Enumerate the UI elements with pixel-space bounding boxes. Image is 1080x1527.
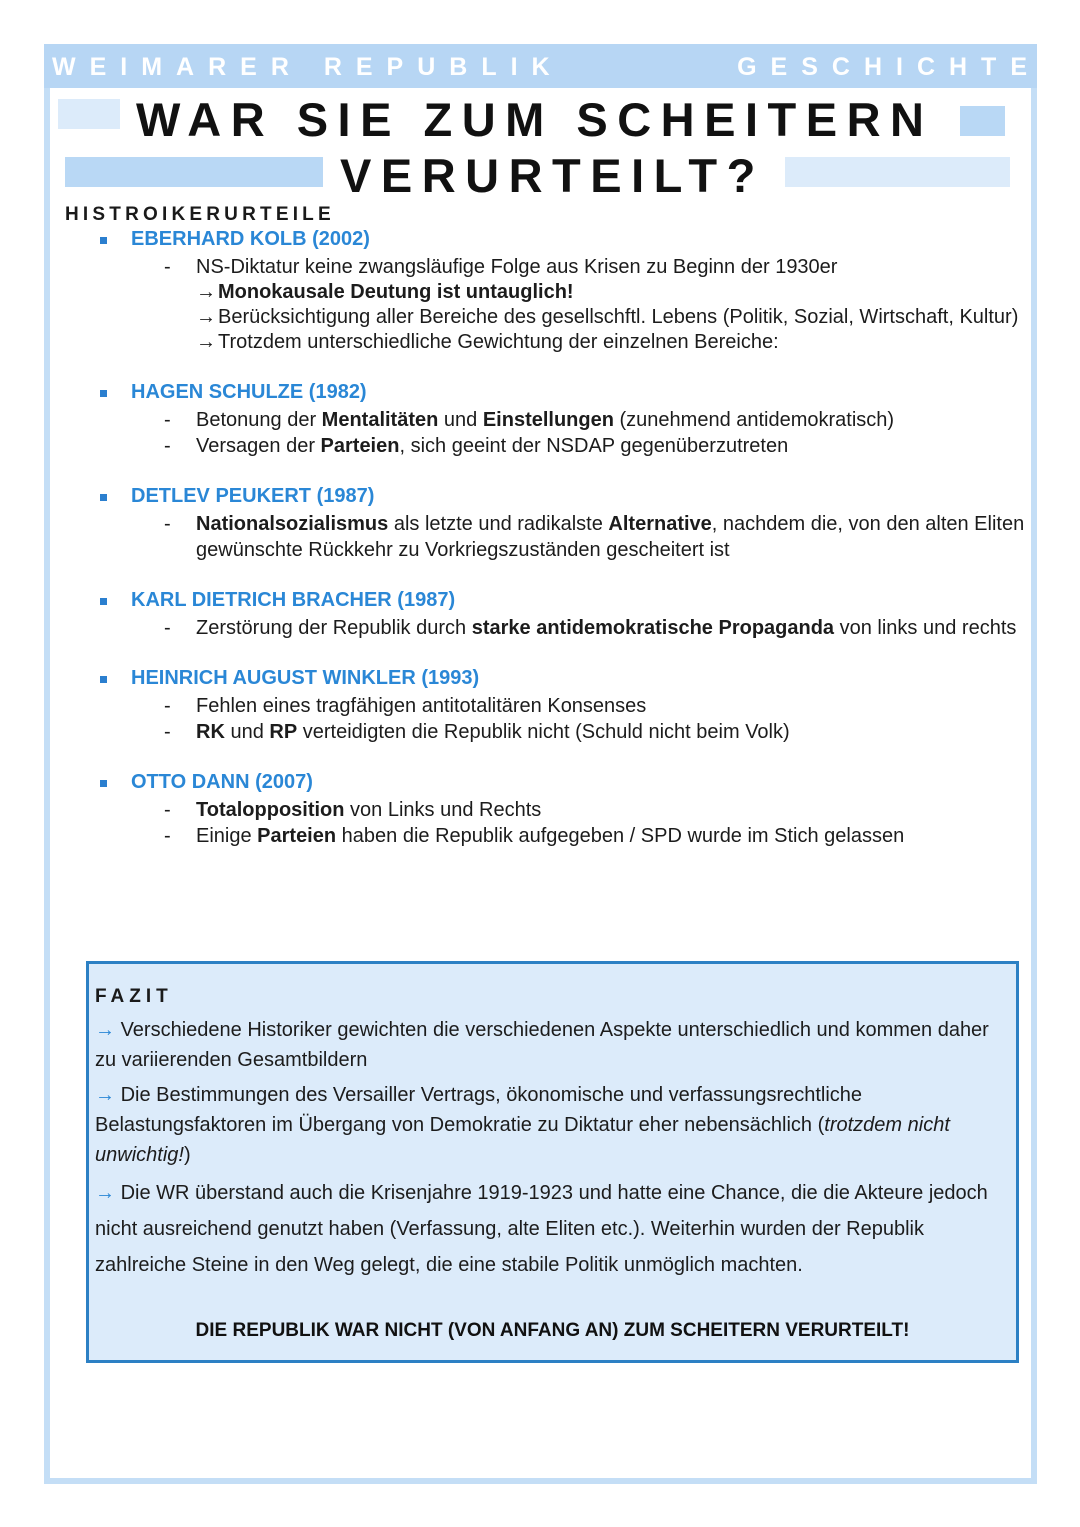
dash-bullet: - [164,617,171,639]
arrow-right-icon: → [95,1019,115,1041]
dash-bullet: - [164,825,171,847]
historian-name: KARL DIETRICH BRACHER (1987) [131,589,456,611]
historian-item [95,771,1025,849]
bullet-square-icon [100,494,107,501]
bullet-square-icon [100,676,107,683]
list-item: - Betonung der Mentalitäten und Einstellungen (zunehmend antidemokratisch) [164,409,895,431]
bullet-square-icon [100,390,107,397]
conclusion-statement: DIE REPUBLIK WAR NICHT (VON ANFANG AN) ZUM SCHEITERN VERURTEILT! [195,1320,910,1341]
historian-list [95,228,1025,875]
page-title-line1: WAR SIE ZUM SCHEITERN [136,93,934,146]
conclusion-point: → Die Bestimmungen des Versailler Vertrags, ökonomische und verfassungsrechtliche Belastungsfaktoren im Übergang von Demokratie zu Diktatur eher nebensächlich (trotzdem nicht unwichtig!) [95,1084,950,1166]
list-item: - NS-Diktatur keine zwangsläufige Folge aus Krisen zu Beginn der 1930er [164,256,838,278]
list-item: - RK und RP verteidigten die Republik nicht (Schuld nicht beim Volk) [164,721,790,743]
historian-name: DETLEV PEUKERT (1987) [131,485,375,507]
arrow-right-icon: → [95,1084,115,1106]
header-subject: GESCHICHTE [737,53,1041,81]
header-bar [44,44,1041,88]
list-item: - Nationalsozialismus als letzte und radikalste Alternative, nachdem die, von den alten Eliten gewünschte Rückkehr zu Vorkriegszuständen gescheitert ist [164,513,1025,561]
sub-item: → Monokausale Deutung ist untauglich! [196,281,574,303]
section-heading: HISTROIKERURTEILE [65,204,335,225]
list-item: - Zerstörung der Republik durch starke antidemokratische Propaganda von links und rechts [164,617,1017,639]
list-item: - Fehlen eines tragfähigen antitotalitären Konsenses [164,695,647,717]
dash-bullet: - [164,799,171,821]
dash-bullet: - [164,256,171,278]
bullet-square-icon [100,780,107,787]
dash-bullet: - [164,513,171,535]
dash-bullet: - [164,435,171,457]
decor-bar [960,106,1005,136]
historian-name: HEINRICH AUGUST WINKLER (1993) [131,667,480,689]
page-title-line2: VERURTEILT? [340,149,765,202]
historian-item [95,589,1025,641]
sub-item: → Berücksichtigung aller Bereiche des gesellschftl. Lebens (Politik, Sozial, Wirtschaft, Kultur) [196,306,1019,328]
historian-name: HAGEN SCHULZE (1982) [131,381,367,403]
historian-item [95,228,1025,355]
historian-item [95,381,1025,459]
header-subject-topic: WEIMARER REPUBLIK [52,53,564,81]
conclusion-point: → Verschiedene Historiker gewichten die verschiedenen Aspekte unterschiedlich und kommen daher zu variierenden Gesamtbildern [95,1019,989,1071]
dash-bullet: - [164,409,171,431]
bullet-square-icon [100,598,107,605]
list-item: - Totalopposition von Links und Rechts [164,799,542,821]
historian-name: OTTO DANN (2007) [131,771,313,793]
dash-bullet: - [164,695,171,717]
conclusion-point: → Die WR überstand auch die Krisenjahre 1919-1923 und hatte eine Chance, die die Akteure jedoch nicht ausreichend genutzt haben (Verfassung, alte Eliten etc.). Weiterhin wurden der Republik zahlreiche Steine in den Weg gelegt, die eine stabile Politik unmöglich machten. [95,1182,988,1276]
arrow-right-icon: → [196,331,216,353]
arrow-right-icon: → [95,1182,115,1204]
list-item: - Versagen der Parteien, sich geeint der NSDAP gegenüberzutreten [164,435,789,457]
list-item: - Einige Parteien haben die Republik aufgegeben / SPD wurde im Stich gelassen [164,825,905,847]
arrow-right-icon: → [196,306,216,328]
historian-item [95,667,1025,745]
historian-name: EBERHARD KOLB (2002) [131,228,370,250]
conclusion-heading: FAZIT [95,986,173,1007]
historian-item [95,485,1025,563]
arrow-right-icon: → [196,281,216,303]
dash-bullet: - [164,721,171,743]
sub-item: → Trotzdem unterschiedliche Gewichtung der einzelnen Bereiche: [196,331,779,353]
decor-bar [785,157,1010,187]
bullet-square-icon [100,237,107,244]
decor-bar [65,157,323,187]
conclusion-box [86,961,1019,1363]
decor-bar [58,99,120,129]
